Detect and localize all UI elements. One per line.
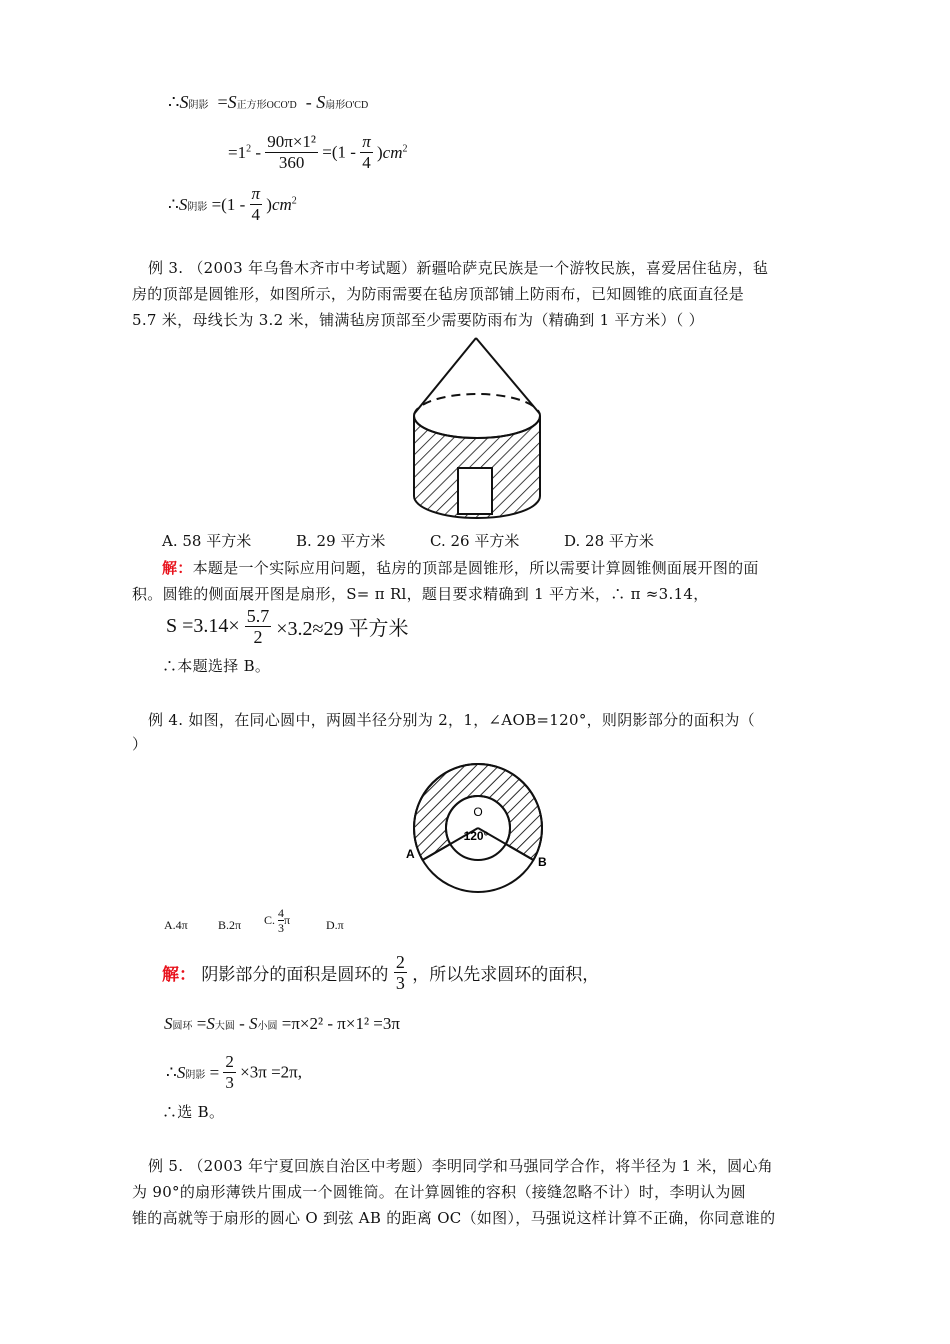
formula-line-3: ∴S阴影 =(1 - $\frac{\pi}{4}$ )$cm^2$: [168, 184, 297, 224]
example5-line-2: 为 90°的扇形薄铁片围成一个圆锥筒。在计算圆锥的容积（接缝忽略不计）时，李明认为圆: [132, 1183, 746, 1201]
example4-line-2: ）: [132, 735, 148, 753]
example3-option-c: C. 26 平方米: [430, 532, 520, 550]
example3-line-2: 房的顶部是圆锥形，如图所示，为防雨需要在毡房顶部铺上防雨布，已知圆锥的底面直径是: [132, 285, 745, 303]
concentric-circles-figure: [402, 760, 562, 896]
example4-line-1: 例 4. 如图，在同心圆中，两圆半径分别为 2，1，∠AOB=120°，则阴影部分的面积为（: [148, 711, 755, 729]
example3-formula: S =3.14× $\frac{5.7}{2}$ ×3.2≈29 平方米: [166, 606, 409, 647]
example3-line-3: 5.7 米，母线长为 3.2 米，铺满毡房顶部至少需要防雨布为（精确到 1 平方米）（ ）: [132, 311, 704, 329]
example3-option-a: A. 58 平方米: [162, 532, 252, 550]
example5-line-3: 锥的高就等于扇形的圆心 O 到弦 AB 的距离 OC（如图），马强说这样计算不正确，你同意谁的: [132, 1209, 776, 1227]
formula-line-1: ∴S阴影 =S正方形OCO'D - S扇形O'CD: [168, 92, 369, 112]
example4-conclusion: ∴选 B。: [162, 1103, 225, 1121]
label-b: B: [538, 855, 547, 869]
label-a: A: [406, 847, 415, 861]
example3-solution-line-1: 解：本题是一个实际应用问题，毡房的顶部是圆锥形，所以需要计算圆锥侧面展开图的面: [162, 559, 759, 577]
label-angle: 120°: [463, 829, 489, 843]
example4-option-d: D.π: [326, 918, 344, 932]
example3-solution-line-2: 积。圆锥的侧面展开图是扇形，S= π Rl，题目要求精确到 1 平方米，∴ π ≈3.14，: [132, 585, 709, 603]
example4-solution: 解： 阴影部分的面积是圆环的 $\frac{2}{3}$ ，所以先求圆环的面积，: [162, 952, 600, 993]
example5-line-1: 例 5. （2003 年宁夏回族自治区中考题）李明同学和马强同学合作，将半径为 1 米，圆心角: [148, 1157, 773, 1175]
example4-option-b: B.2π: [218, 918, 242, 932]
example3-option-b: B. 29 平方米: [296, 532, 386, 550]
example4-option-a: A.4π: [164, 918, 188, 932]
formula-line-2: $=1^2$ - $\frac{\text{90π×1²}}{360}$ =(1 - $\frac{\pi}{4}$ )$cm^2$: [228, 132, 408, 172]
yurt-figure: [408, 336, 548, 520]
example4-shadow-formula: ∴S阴影 = $\frac{2}{3}$ ×3π =2π,: [166, 1052, 303, 1092]
example4-ring-formula: S圆环 =S大圆 - S小圆 =π×2² - π×1² =3π: [164, 1014, 400, 1033]
example3-line-1: 例 3. （2003 年乌鲁木齐市中考试题）新疆哈萨克民族是一个游牧民族，喜爱居住毡房，毡: [148, 259, 769, 277]
example4-option-c: C. $\frac{4}{3}$ π: [264, 906, 291, 935]
label-o: O: [473, 805, 483, 819]
example3-option-d: D. 28 平方米: [564, 532, 654, 550]
example3-conclusion: ∴本题选择 B。: [162, 657, 271, 675]
